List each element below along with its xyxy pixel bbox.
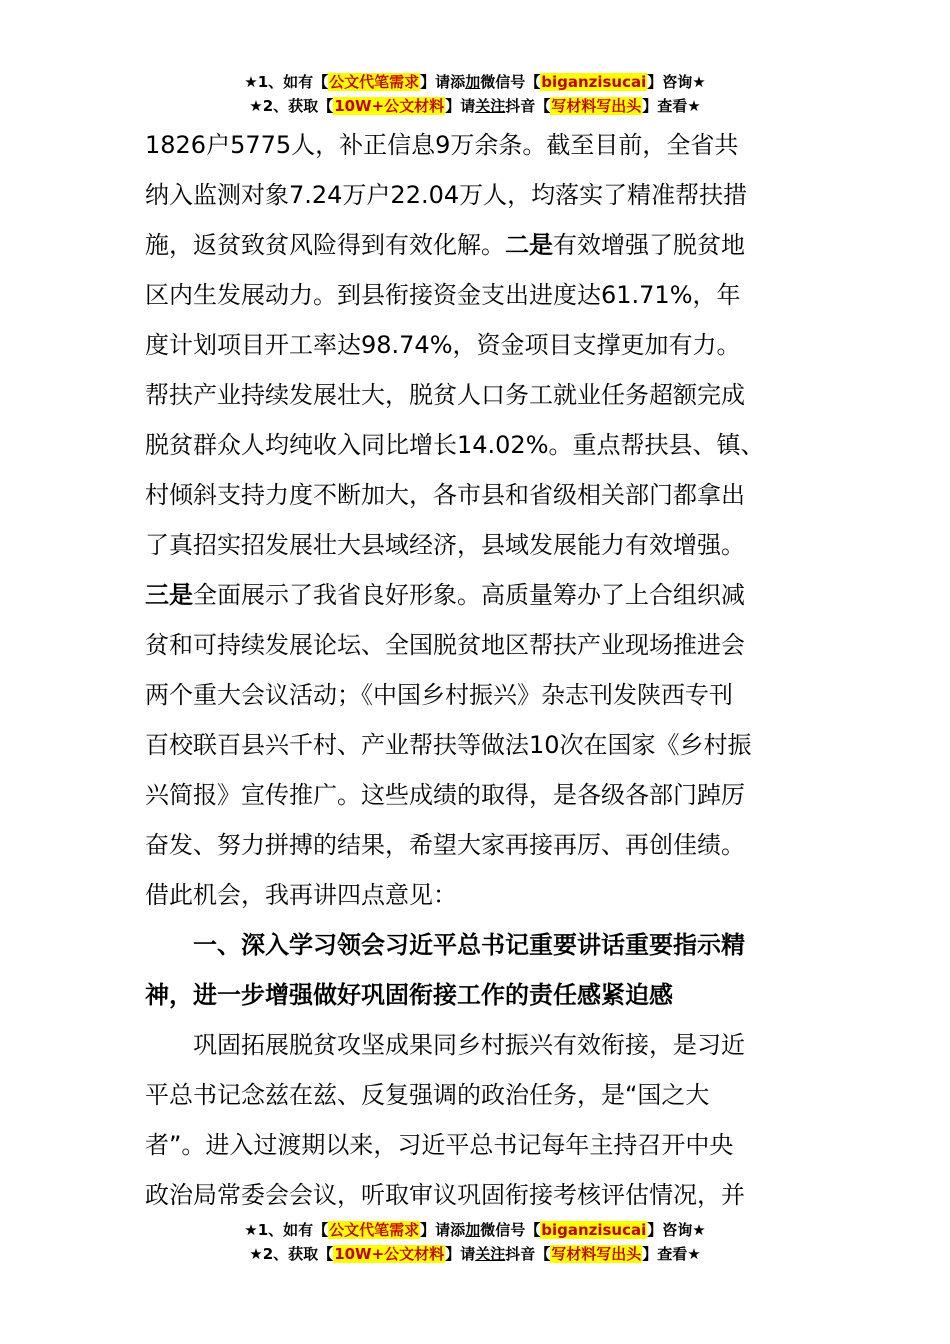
- banner-line-1: ★1、如有【公文代笔需求】请添加微信号【biganzisucai】咨询★: [244, 73, 706, 91]
- text-line: 者”。进入过渡期以来，习近平总书记每年主持召开中央: [145, 1131, 734, 1159]
- wechat-id: biganzisucai: [541, 1221, 647, 1239]
- banner-highlight: 公文代笔需求: [329, 1221, 420, 1239]
- banner-line-2: ★2、获取【10W+公文材料】请关注抖音【写材料写出头】查看★: [249, 97, 701, 115]
- banner-line-1: ★1、如有【公文代笔需求】请添加微信号【biganzisucai】咨询★: [244, 1221, 706, 1239]
- douyin-account: 写材料写出头: [551, 1245, 642, 1263]
- text-line: 村倾斜支持力度不断加大，各市县和省级相关部门都拿出: [145, 481, 745, 509]
- text-line: 政治局常委会会议，听取审议巩固衔接考核评估情况，并: [145, 1181, 745, 1209]
- text-line: 三是全面展示了我省良好形象。高质量筹办了上合组织减: [145, 581, 745, 609]
- document-body: [145, 120, 825, 1220]
- text-line: 贫和可持续发展论坛、全国脱贫地区帮扶产业现场推进会: [145, 631, 745, 659]
- douyin-account: 写材料写出头: [551, 97, 642, 115]
- text-line: 百校联百县兴千村、产业帮扶等做法10次在国家《乡村振: [145, 731, 752, 759]
- text-line: 区内生发展动力。到县衔接资金支出进度达61.71%，年: [145, 281, 741, 309]
- header-banner: [0, 70, 950, 118]
- text-line: 纳入监测对象7.24万户22.04万人，均落实了精准帮扶措: [145, 181, 748, 209]
- bold-marker: 二是: [505, 231, 553, 259]
- text-line: 1826户5775人，补正信息9万余条。截至目前，全省共: [145, 131, 739, 159]
- bold-marker: 三是: [145, 581, 193, 609]
- text-line: 了真招实招发展壮大县域经济，县域发展能力有效增强。: [145, 531, 745, 559]
- text-line: 平总书记念兹在兹、反复强调的政治任务，是“国之大: [145, 1081, 710, 1109]
- banner-highlight: 10W+公文材料: [334, 1245, 445, 1263]
- footer-banner: [0, 1218, 950, 1266]
- text-line: 施，返贫致贫风险得到有效化解。二是有效增强了脱贫地: [145, 231, 745, 259]
- section-heading: 神，进一步增强做好巩固衔接工作的责任感紧迫感: [145, 981, 673, 1009]
- banner-line-2: ★2、获取【10W+公文材料】请关注抖音【写材料写出头】查看★: [249, 1245, 701, 1263]
- banner-highlight: 公文代笔需求: [329, 73, 420, 91]
- banner-highlight: 10W+公文材料: [334, 97, 445, 115]
- wechat-id: biganzisucai: [541, 73, 647, 91]
- section-heading: 一、深入学习领会习近平总书记重要讲话重要指示精: [193, 931, 745, 959]
- text-line: 两个重大会议活动；《中国乡村振兴》杂志刊发陕西专刊: [145, 681, 733, 709]
- text-line: 脱贫群众人均纯收入同比增长14.02%。重点帮扶县、镇、: [145, 431, 765, 459]
- text-line: 帮扶产业持续发展壮大，脱贫人口务工就业任务超额完成: [145, 381, 745, 409]
- text-line: 度计划项目开工率达98.74%，资金项目支撑更加有力。: [145, 331, 741, 359]
- text-line: 巩固拓展脱贫攻坚成果同乡村振兴有效衔接，是习近: [193, 1031, 745, 1059]
- text-line: 兴简报》宣传推广。这些成绩的取得，是各级各部门踔厉: [145, 781, 745, 809]
- text-line: 奋发、努力拼搏的结果，希望大家再接再厉、再创佳绩。: [145, 831, 745, 859]
- text-line: 借此机会，我再讲四点意见：: [145, 881, 457, 909]
